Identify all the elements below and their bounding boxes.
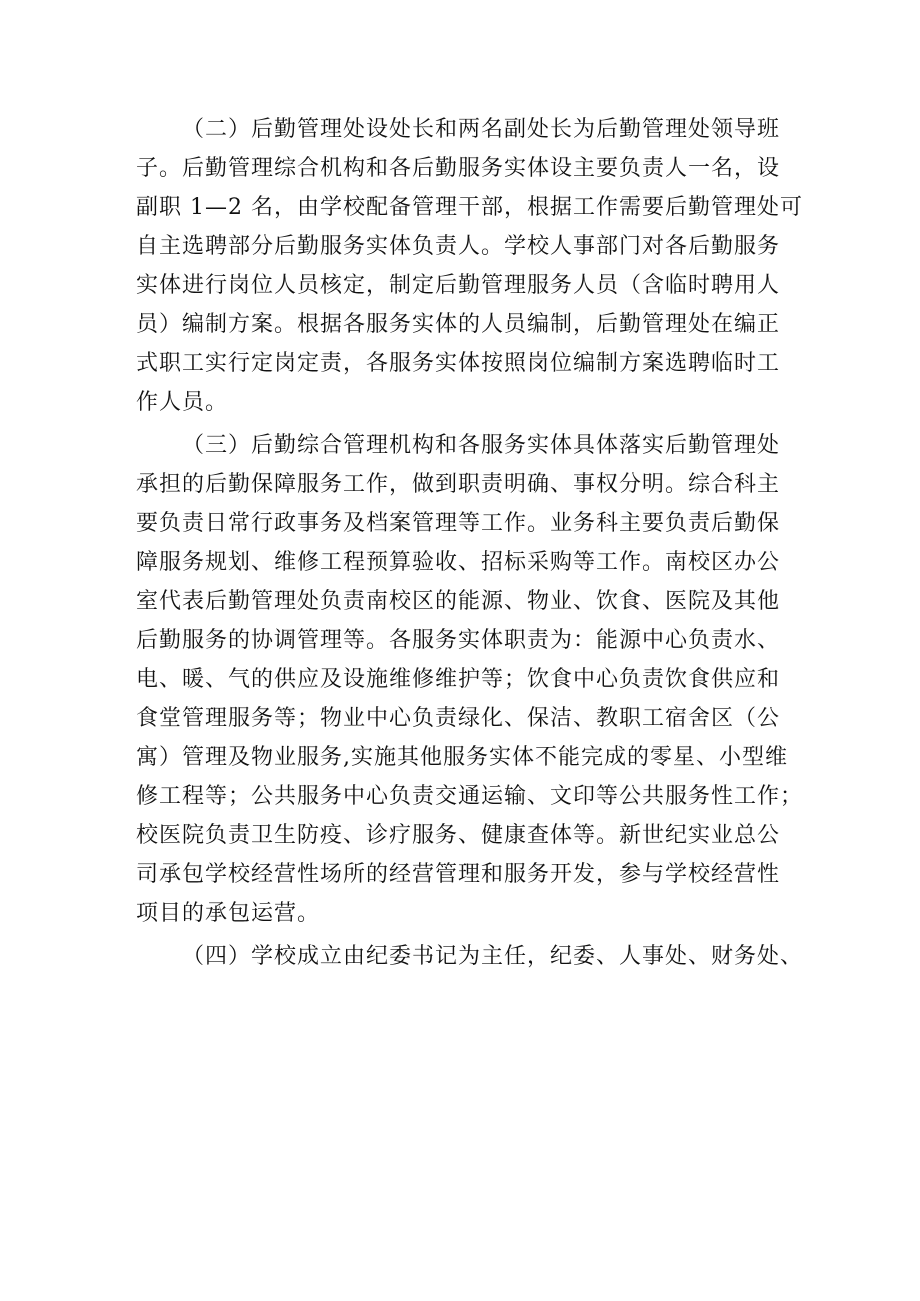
document-body [136, 110, 804, 976]
paragraph-line: 承担的后勤保障服务工作，做到职责明确、事权分明。综合科主 [136, 472, 781, 497]
paragraph-line: （四）学校成立由纪委书记为主任，纪委、人事处、财务处、 [182, 944, 804, 969]
paragraph-line: 子。后勤管理综合机构和各后勤服务实体设主要负责人一名，设 [136, 156, 781, 181]
paragraph-line: 自主选聘部分后勤服务实体负责人。学校人事部门对各后勤服务 [136, 234, 781, 259]
paragraph-line: 修工程等；公共服务中心负责交通运输、文印等公共服务性工作； [136, 784, 804, 809]
paragraph-line: 员）编制方案。根据各服务实体的人员编制，后勤管理处在编正 [136, 312, 781, 337]
paragraph-line: 司承包学校经营性场所的经营管理和服务开发，参与学校经营性 [136, 862, 781, 887]
paragraph-line: 校医院负责卫生防疫、诊疗服务、健康查体等。新世纪实业总公 [136, 823, 781, 848]
paragraph-line: 要负责日常行政事务及档案管理等工作。业务科主要负责后勤保 [136, 511, 781, 536]
paragraph-line: 作人员。 [136, 390, 229, 415]
paragraph-line: 式职工实行定岗定责，各服务实体按照岗位编制方案选聘临时工 [136, 351, 781, 376]
paragraph-line: 实体进行岗位人员核定，制定后勤管理服务人员（含临时聘用人 [136, 273, 781, 298]
paragraph-line: 食堂管理服务等；物业中心负责绿化、保洁、教职工宿舍区（公 [136, 706, 781, 731]
paragraph-line: 副职 1—2 名，由学校配备管理干部，根据工作需要后勤管理处可 [136, 195, 803, 220]
paragraph-line: （二）后勤管理处设处长和两名副处长为后勤管理处领导班 [182, 117, 781, 142]
paragraph-section-2 [136, 110, 803, 422]
paragraph-section-3 [136, 426, 804, 933]
paragraph-line: 电、暖、气的供应及设施维修维护等；饮食中心负责饮食供应和 [136, 667, 781, 692]
paragraph-line: （三）后勤综合管理机构和各服务实体具体落实后勤管理处 [182, 433, 781, 458]
paragraph-line: 项目的承包运营。 [136, 901, 321, 926]
paragraph-line: 寓）管理及物业服务,实施其他服务实体不能完成的零星、小型维 [136, 745, 788, 770]
paragraph-line: 障服务规划、维修工程预算验收、招标采购等工作。南校区办公 [136, 550, 781, 575]
paragraph-line: 室代表后勤管理处负责南校区的能源、物业、饮食、医院及其他 [136, 589, 781, 614]
paragraph-section-4 [136, 937, 804, 976]
paragraph-line: 后勤服务的协调管理等。各服务实体职责为：能源中心负责水、 [136, 628, 781, 653]
